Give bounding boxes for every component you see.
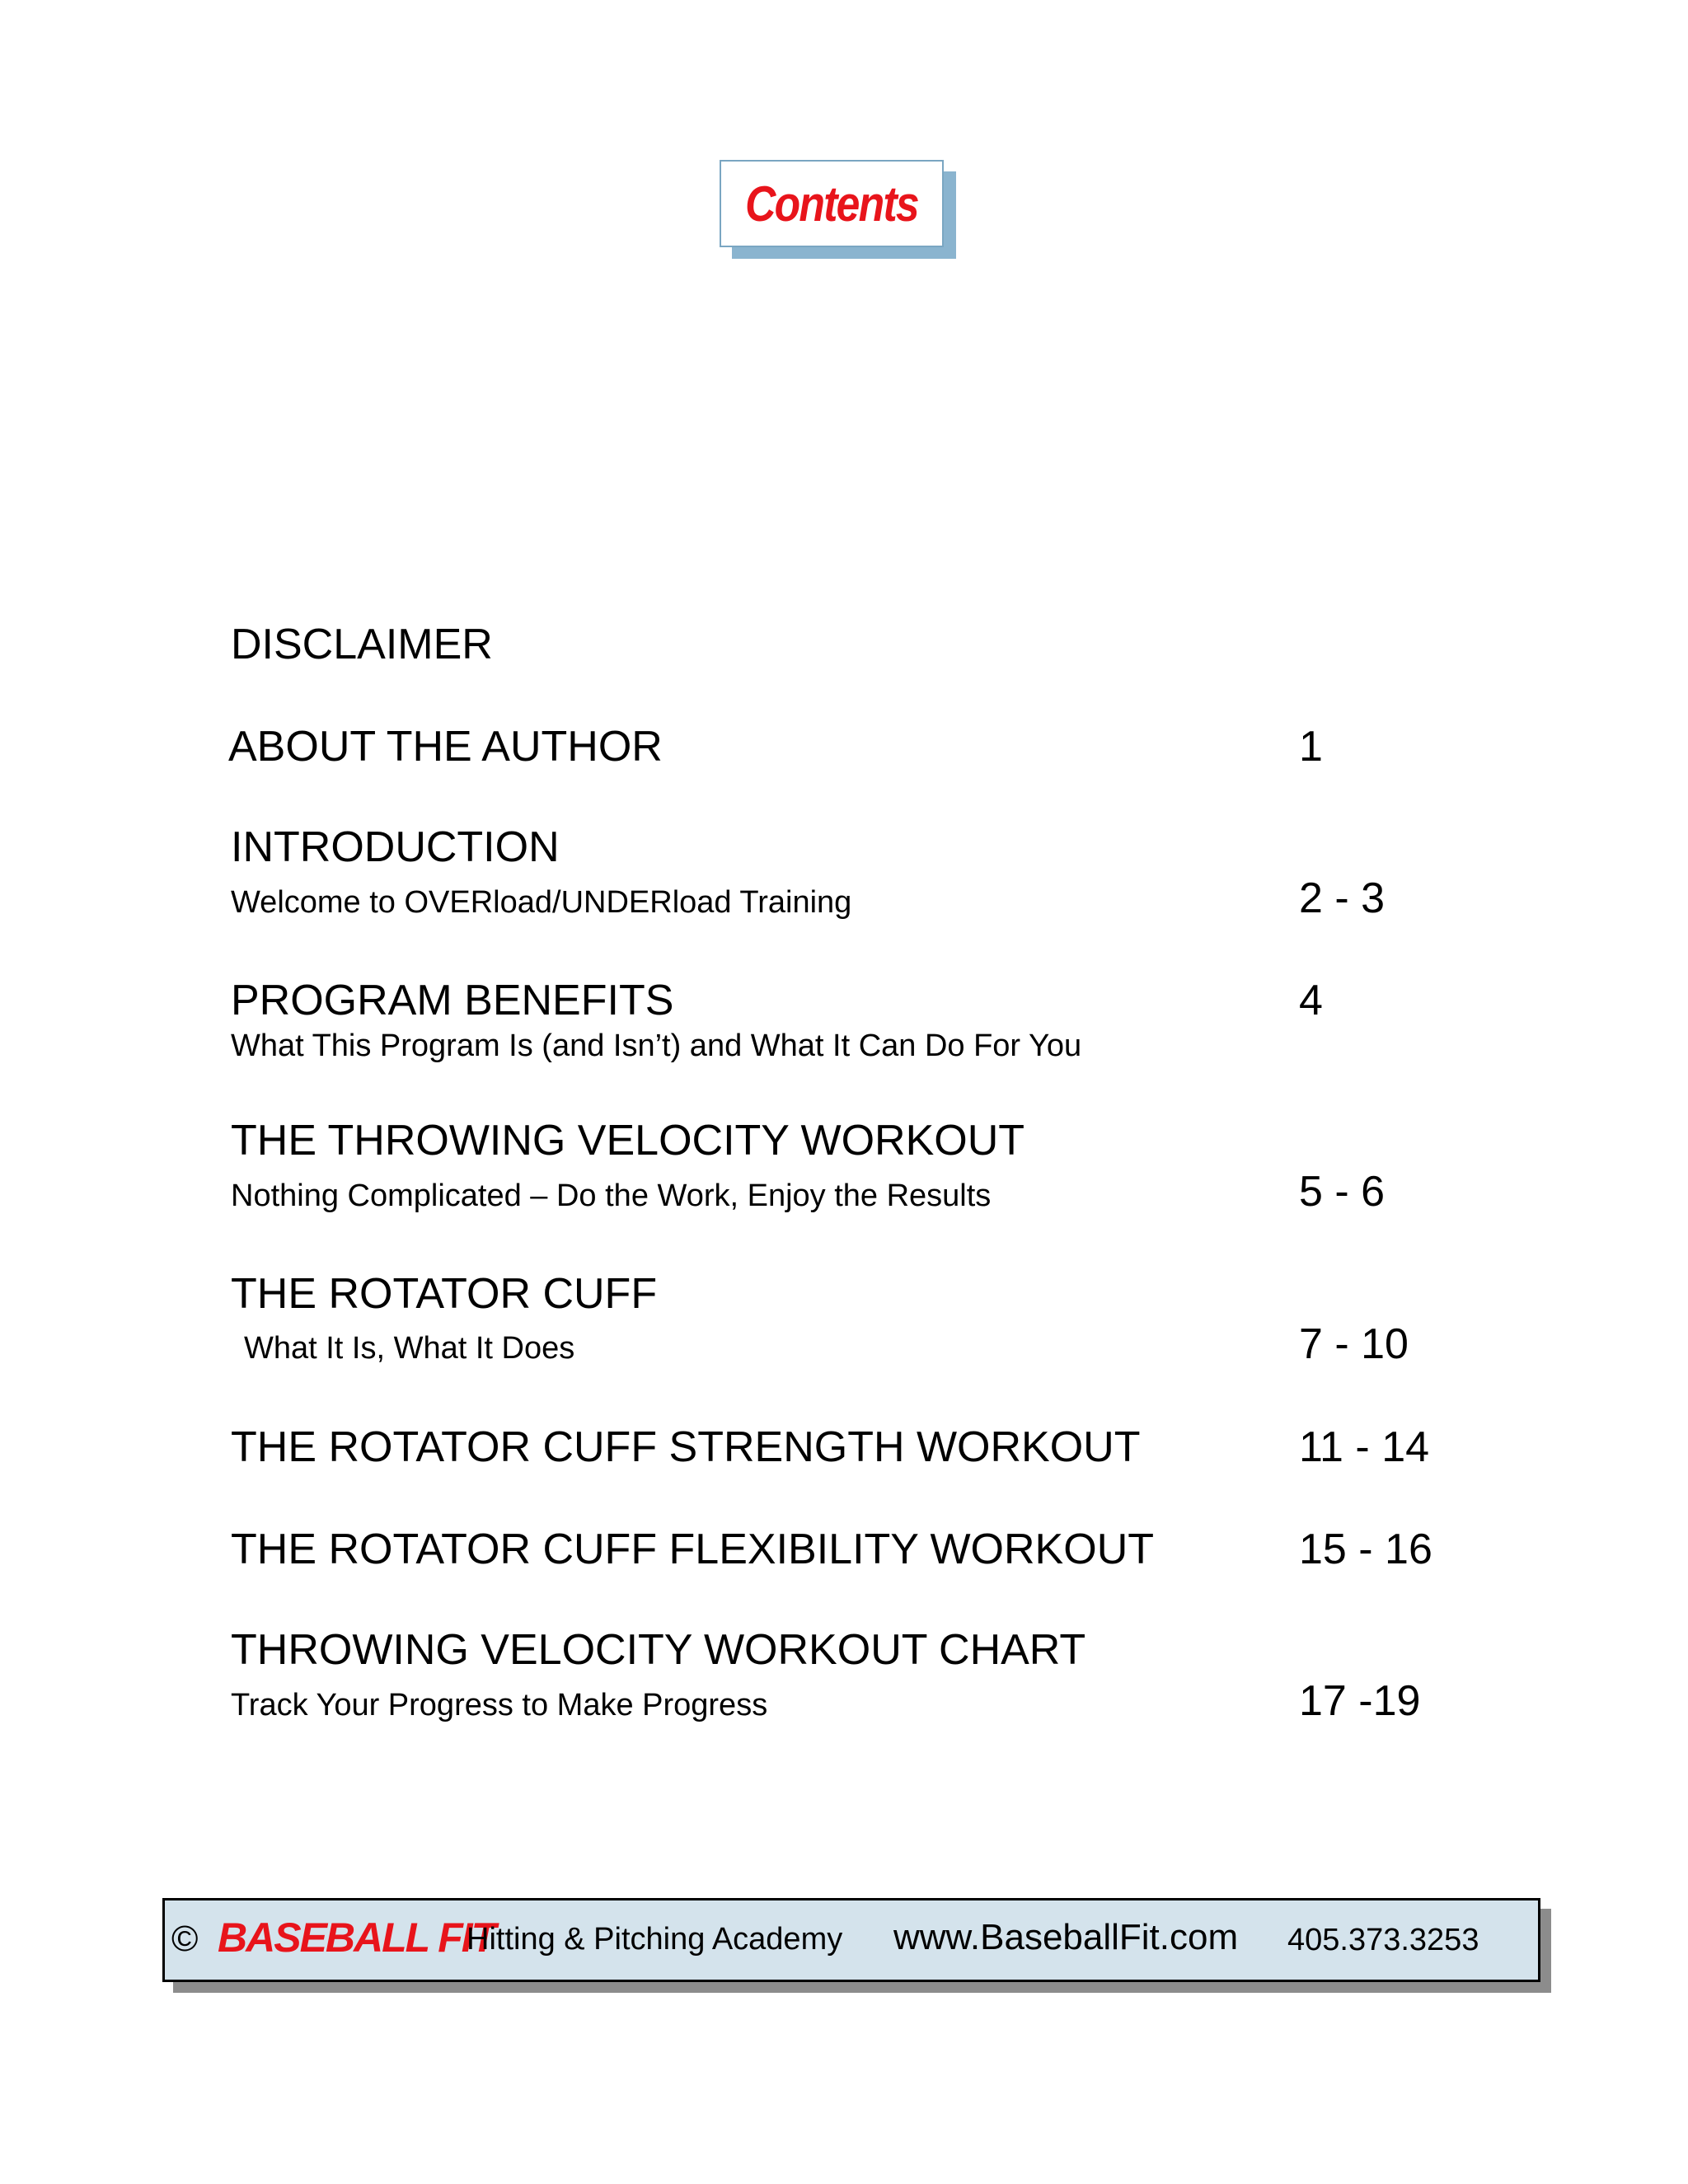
toc-chart-subtitle: Track Your Progress to Make Progress (231, 1688, 768, 1722)
toc-benefits-subtitle: What This Program Is (and Isn’t) and What It Can Do For You (231, 1029, 1082, 1063)
toc-strength-title: THE ROTATOR CUFF STRENGTH WORKOUT (231, 1423, 1141, 1471)
copyright-symbol: © (171, 1919, 199, 1959)
toc-about-title: ABOUT THE AUTHOR (228, 723, 663, 771)
toc-chart-pages: 17 -19 (1299, 1677, 1421, 1725)
toc-rotator-subtitle: What It Is, What It Does (244, 1331, 575, 1366)
toc-chart-title: THROWING VELOCITY WORKOUT CHART (231, 1626, 1086, 1674)
toc-introduction-pages: 2 - 3 (1299, 874, 1386, 922)
academy-label: Hitting & Pitching Academy (467, 1922, 843, 1957)
toc-benefits-title: PROGRAM BENEFITS (231, 977, 674, 1024)
phone-number: 405.373.3253 (1287, 1923, 1479, 1957)
toc-introduction-subtitle: Welcome to OVERload/UNDERload Training (231, 885, 852, 920)
toc-strength-pages: 11 - 14 (1299, 1423, 1430, 1471)
toc-introduction-title: INTRODUCTION (231, 823, 560, 871)
page-title: Contents (745, 176, 918, 232)
footer-bar (162, 1898, 1540, 1982)
toc-velocity-pages: 5 - 6 (1299, 1168, 1386, 1216)
toc-about-pages: 1 (1299, 723, 1323, 771)
toc-velocity-title: THE THROWING VELOCITY WORKOUT (231, 1117, 1025, 1165)
toc-benefits-pages: 4 (1299, 977, 1323, 1024)
website-link[interactable]: www.BaseballFit.com (893, 1917, 1239, 1957)
toc-rotator-title: THE ROTATOR CUFF (231, 1270, 658, 1318)
toc-flexibility-title: THE ROTATOR CUFF FLEXIBILITY WORKOUT (231, 1526, 1155, 1573)
brand-logo-text: BASEBALL FIT (218, 1915, 495, 1961)
toc-disclaimer-title: DISCLAIMER (231, 621, 493, 668)
toc-rotator-pages: 7 - 10 (1299, 1320, 1409, 1368)
toc-flexibility-pages: 15 - 16 (1299, 1526, 1432, 1573)
toc-velocity-subtitle: Nothing Complicated – Do the Work, Enjoy the Results (231, 1179, 992, 1213)
